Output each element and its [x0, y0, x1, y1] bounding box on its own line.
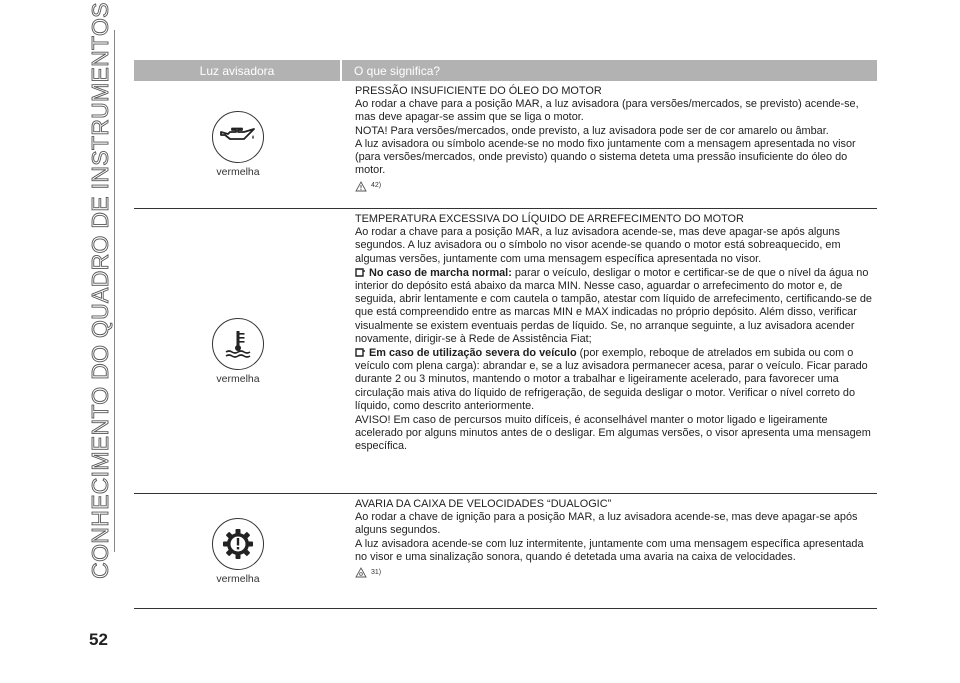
meaning-cell: [342, 209, 877, 493]
row-paragraph: Ao rodar a chave para a posição MAR, a luz avisadora (para versões/mercados, se previsto) acende-se, mas deve apagar-se assim que se liga o motor.: [355, 98, 859, 124]
bullet-square-icon: [355, 267, 366, 278]
coolant-temperature-icon: [212, 318, 264, 370]
row-title: PRESSÃO INSUFICIENTE DO ÓLEO DO MOTOR: [355, 85, 602, 97]
table-row: [134, 81, 877, 209]
side-divider: [114, 30, 115, 552]
row-paragraph: A luz avisadora ou símbolo acende-se no modo fixo juntamente com a mensagem apresentada no visor (para versões/mercados, onde previsto) quando o sistema deteta uma pressão insuficiente do óleo do motor.: [355, 137, 856, 177]
row-title: TEMPERATURA EXCESSIVA DO LÍQUIDO DE ARREFECIMENTO DO MOTOR: [355, 213, 744, 225]
warning-light-cell: [134, 494, 342, 608]
bullet-text: parar o veículo, desligar o motor e certificar-se de que o nível da água no interior do depósito está abaixo da marca MIN. Nesse caso, aguardar o arrefecimento do motor e, de seguida, abrir lentamente e com cautela o tampão, atestar com líquido de arrefecimento, certificando-se de que está compreendido entre as marcas MIN e MAX indicadas no próprio depósito. Além disso, verificar visualmente se existem eventuais perdas de líquido. Se, no arranque seguinte, a luz avisadora acender novamente, dirigir-se à Rede de Assistência Fiat;: [355, 266, 872, 345]
warning-reference: [355, 179, 877, 192]
table-header: [134, 60, 877, 81]
bullet-heading: Em caso de utilização severa do veículo: [369, 347, 577, 360]
table-row: [134, 494, 877, 609]
row-notice: AVISO! Em caso de percursos muito difíceis, é aconselhável manter o motor ligado e ligeiramente acelerado por alguns minutos antes de o desligar. Em algumas versões, o visor apresenta uma mensagem específica.: [355, 414, 871, 453]
header-meaning: O que significa?: [354, 63, 441, 78]
bullet-square-icon: [355, 347, 366, 358]
oil-can-icon: [212, 111, 264, 163]
side-chapter-title-text: CONHECIMENTO DO QUADRO DE INSTRUMENTOS: [86, 1, 113, 579]
table-row: [134, 209, 877, 494]
header-warning-light: Luz avisadora: [134, 60, 342, 81]
gearbox-failure-icon: [212, 518, 264, 570]
bullet-text: (por exemplo, reboque de atrelados em subida ou com o veículo com plena carga): abrandar e, se a luz avisadora permanecer acesa, parar o veículo. Ficar parado durante 2 ou 3 minutos, mantendo o motor a trabalhar e ligeiramente acelerado, para favorecer uma circulação mais ativa do líquido de refrigeração, de seguida desligar o motor. Verificar o nível correto do líquido, como descrito anteriormente.: [355, 347, 868, 412]
row-paragraph: Ao rodar a chave de ignição para a posição MAR, a luz avisadora acende-se, mas deve apagar-se após alguns segundos.: [355, 511, 858, 537]
warning-light-cell: [134, 209, 342, 493]
caution-hand-icon: [355, 567, 367, 578]
light-color-label: vermelha: [216, 372, 260, 385]
light-color-label: vermelha: [216, 166, 260, 178]
bullet-heading: No caso de marcha normal:: [369, 266, 512, 279]
warning-triangle-icon: [355, 181, 367, 192]
light-color-label: vermelha: [216, 572, 260, 585]
warning-lights-table: [134, 60, 877, 609]
warning-reference: [355, 566, 877, 579]
row-title: AVARIA DA CAIXA DE VELOCIDADES “DUALOGIC”: [355, 498, 612, 510]
row-note: NOTA! Para versões/mercados, onde previsto, a luz avisadora pode ser de cor amarelo ou âmbar.: [355, 124, 829, 137]
bullet-normal-driving: [355, 267, 877, 346]
page-number: 52: [89, 630, 108, 649]
warning-reference-number: 31): [371, 569, 382, 577]
bullet-severe-use: [355, 347, 877, 413]
row-paragraph: A luz avisadora acende-se com luz intermitente, juntamente com uma mensagem específica apresentada no visor e uma sinalização sonora, quando é detetada uma avaria na caixa de velocidades.: [355, 537, 864, 563]
meaning-cell: [342, 494, 877, 608]
meaning-cell: [342, 81, 877, 208]
row-paragraph: Ao rodar a chave para a posição MAR, a luz avisadora acende-se, mas deve apagar-se após alguns segundos. A luz avisadora ou o símbolo no visor acende-se quando o motor está sobreaquecido, em algumas versões, juntamente com uma mensagem específica apresentada no visor.: [355, 226, 841, 265]
warning-light-cell: [134, 81, 342, 208]
warning-reference-number: 42): [371, 182, 382, 190]
